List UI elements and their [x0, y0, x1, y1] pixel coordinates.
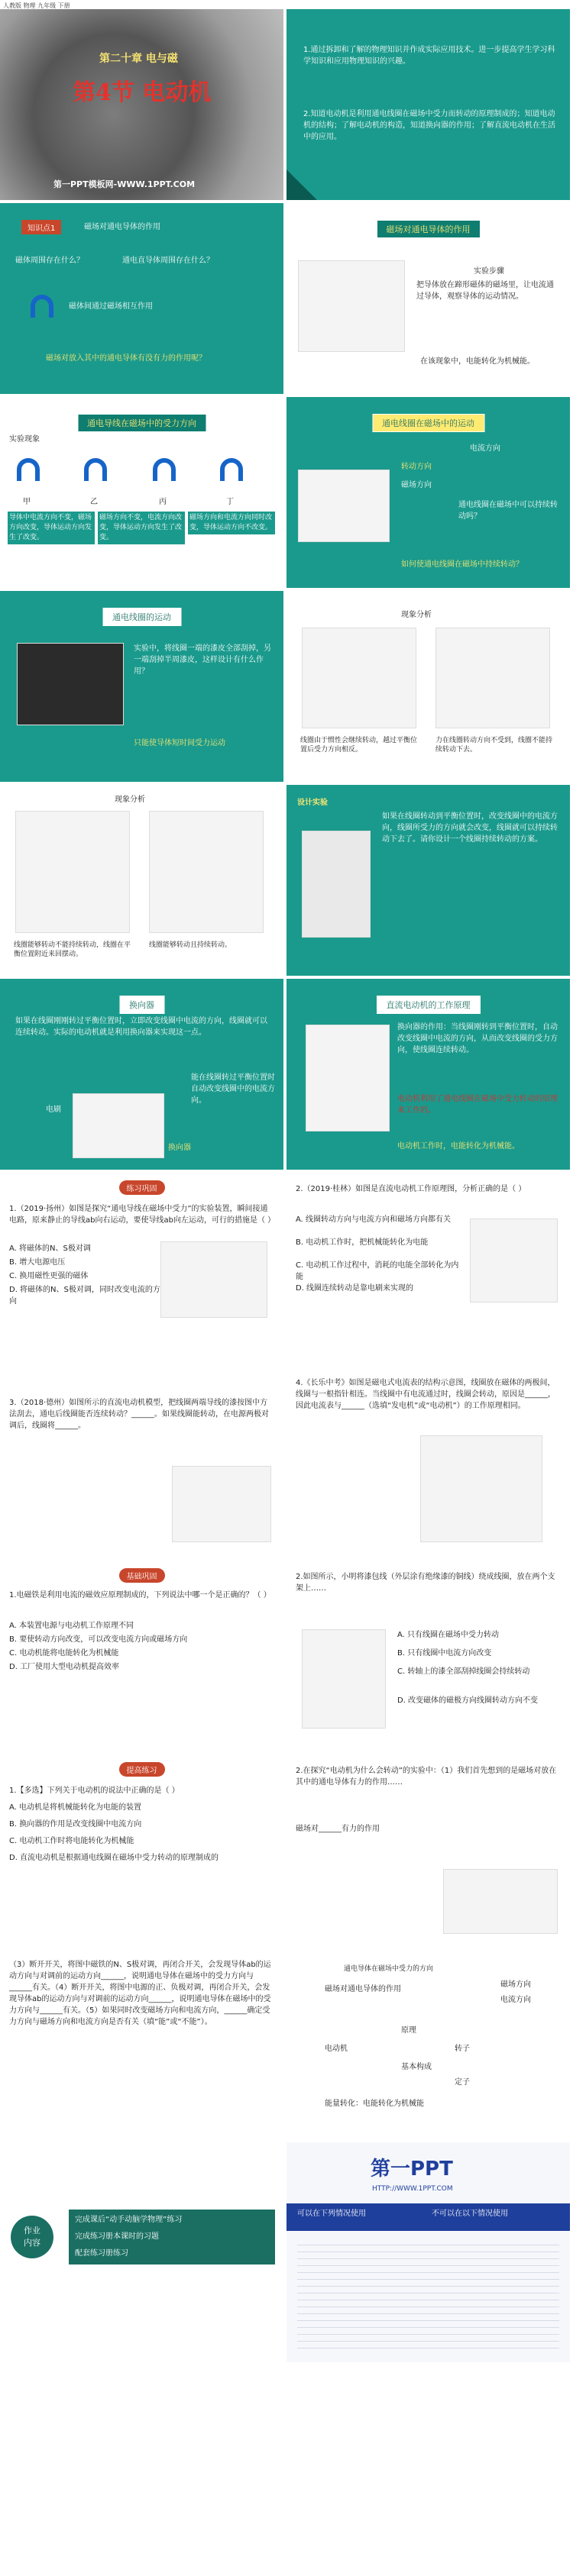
caption-2: 磁场方向不变，电流方向改变，导体运动方向发生了改变。	[98, 512, 185, 544]
question-text: （3）断开开关，将图中磁铁的N、S极对调，再闭合开关，会发现导体ab的运动方向与对调前的运动方向______，说明通电导体在磁场中的受力方向与______有关。（4）断开开关，将图中电源的正、负极对调，再闭合开关，会发现导体ab的运动方向与对调前的运动方向______，说明通电导体在磁场中的受力方向与______有关。（5）如果同时改变磁场方向和电流方向，______确定受力方向与磁场方向和电流方向是否有关（填“能”或“不能”）。	[9, 1961, 271, 2026]
slide-force-direction	[0, 397, 283, 588]
row-5	[0, 785, 573, 976]
exp-body: 把导体放在蹄形磁体的磁场里，让电流通过导体，观察导体的运动情况。	[416, 281, 554, 301]
question-text: 1.电磁铁是利用电流的磁效应原理制成的，下列说法中哪一个是正确的？（ ）	[9, 1591, 271, 1600]
coil-image	[298, 470, 390, 542]
ad-col-1: 可以在下列情况使用	[297, 2210, 366, 2218]
option-d: D. 将磁体的N、S极对调，同时改变电流的方向	[9, 1286, 160, 1306]
blank-line: 磁场对______有力的作用	[296, 1825, 380, 1833]
summary-node-2: 磁场方向	[500, 1980, 531, 1989]
row-10	[0, 1754, 573, 1945]
homework-circle: 作业 内容	[11, 2216, 53, 2258]
slide-heading: 换向器	[119, 996, 164, 1014]
analysis-image-4	[149, 811, 264, 933]
slide-commutator	[0, 979, 283, 1170]
option-d: D. 直流电动机是根据通电线圈在磁场中受力转动的原理制成的	[9, 1854, 219, 1862]
row-6	[0, 979, 573, 1170]
option-a: A. 将磁体的N、S极对调	[9, 1244, 91, 1253]
homework-slide	[0, 2142, 283, 2362]
label-jia: 甲	[23, 498, 31, 506]
option-c: C. 转轴上的漆全部刮掉线圈会持续转动	[397, 1667, 530, 1676]
practice-3	[0, 1367, 283, 1558]
question-figure	[470, 1219, 558, 1303]
coil-body: 通电线圈在磁场中可以持续转动吗？	[458, 501, 558, 521]
row-9	[0, 1561, 573, 1751]
ad-col-2: 不可以在以下情况使用	[432, 2210, 508, 2218]
homework-line-2: 完成练习册本课时的习题	[75, 2232, 159, 2241]
homework-line-1: 完成课后“动手动脑学物理”练习	[75, 2216, 183, 2224]
practice-2	[286, 1173, 570, 1364]
magnet-jia-icon	[17, 458, 40, 481]
analysis-image-3	[15, 811, 130, 933]
ad-fine-print	[297, 2239, 559, 2353]
option-d: D. 改变磁体的磁极方向线圈转动方向不变	[397, 1696, 539, 1705]
experiment-image	[298, 260, 405, 352]
magnet-ding-icon	[220, 458, 243, 481]
option-b: B. 要使转动方向改变，可以改变电流方向或磁场方向	[9, 1635, 188, 1644]
slide-heading: 磁场对通电导体的作用	[377, 220, 481, 238]
practice-5	[0, 1561, 283, 1751]
option-a: A. 线圈转动方向与电流方向和磁场方向都有关	[296, 1215, 452, 1224]
row-11	[0, 1948, 573, 2139]
magnet-icon	[31, 295, 53, 318]
question-2: 通电直导体周围存在什么？	[122, 257, 214, 265]
summary-node-6: 转子	[455, 2045, 470, 2053]
question-figure	[302, 1629, 386, 1729]
question-text: 1.【多选】下列关于电动机的说法中正确的是（ ）	[9, 1787, 180, 1795]
commutator-body: 如果在线圈刚刚转过平衡位置时，立即改变线圈中电流的方向，线圈就可以连续转动。实际的电动机就是利用换向器来实现这一点。	[15, 1017, 267, 1037]
principle-footer: 电动机工作时，电能转化为机械能。	[397, 1142, 520, 1151]
option-d: D. 工厂使用大型电动机提高效率	[9, 1663, 120, 1671]
option-b: B. 增大电源电压	[9, 1258, 66, 1267]
section-badge: 练习巩固	[119, 1180, 165, 1195]
caption-1: 导体中电流方向不变，磁场方向改变，导体运动方向发生了改变。	[8, 512, 95, 544]
question-figure	[172, 1466, 271, 1542]
slide-heading: 通电线圈的运动	[102, 608, 181, 626]
question-text: 4.《长乐中考》如图是磁电式电流表的结构示意图，线圈放在磁体的两极间，线圈与一根指针相连。当线圈中有电流通过时，线圈会转动，原因是______，因此电流表与______（选填“发电机”或“电动机”）的工作原理相同。	[296, 1379, 555, 1410]
practice-8	[286, 1754, 570, 1945]
row-7	[0, 1173, 573, 1364]
analysis-caption-3: 线圈能够转动不能持续转动，线圈在平衡位置附近来回摆动。	[14, 941, 131, 958]
option-a: A. 本装置电源与电动机工作原理不同	[9, 1622, 134, 1630]
knowledge-tag: 知识点1	[21, 220, 61, 234]
label-current: 电流方向	[470, 444, 500, 453]
apparatus-image	[17, 643, 124, 725]
row-8	[0, 1367, 573, 1558]
question-figure	[420, 1435, 542, 1542]
commutator-image	[73, 1093, 164, 1158]
summary-node-5: 电动机	[325, 2045, 348, 2053]
answer-caption: 只能使导体短时间受力运动	[134, 739, 225, 747]
principle-body: 换向器的作用：当线圈刚转到平衡位置时，自动改变线圈中电流的方向，从而改变线圈的受力方向，使线圈连续转动。	[397, 1023, 558, 1054]
summary-slide	[286, 1948, 570, 2139]
analysis-heading: 现象分析	[401, 611, 432, 619]
option-c: C. 电动机能将电能转化为机械能	[9, 1649, 119, 1658]
label-yi: 乙	[90, 498, 98, 506]
option-b: B. 电动机工作时，把机械能转化为电能	[296, 1238, 429, 1247]
slide-principle	[286, 979, 570, 1170]
magnet-yi-icon	[84, 458, 107, 481]
section-badge: 基础巩固	[119, 1568, 165, 1583]
option-a: A. 电动机是将机械能转化为电能的装置	[9, 1803, 142, 1812]
analysis-caption-1: 线圈由于惯性会继续转动，越过平衡位置后受力方向相反。	[300, 737, 418, 754]
option-d: D. 线圈连续转动是靠电刷来实现的	[296, 1284, 414, 1293]
slide-design	[286, 785, 570, 976]
option-c: C. 换用磁性更强的磁体	[9, 1272, 89, 1280]
practice-1	[0, 1173, 283, 1364]
commutator-note: 能在线圈转过平衡位置时自动改变线圈中的电流方向。	[191, 1073, 275, 1105]
summary-node-1: 磁场对通电导体的作用	[325, 1985, 401, 1993]
caption-3: 磁场方向和电流方向同时改变，导体运动方向不改变。	[188, 512, 275, 534]
ad-url: HTTP://WWW.1PPT.COM	[372, 2185, 453, 2193]
note-label: 实验现象	[9, 435, 40, 444]
question-body: 实验中，将线圈一端的漆皮全部刮掉，另一端刮掉半周漆皮，这样设计有什么作用？	[134, 644, 271, 676]
analysis-heading: 现象分析	[115, 796, 145, 804]
principle-red: 电动机利用了通电线圈在磁场中受力转动的原理来工作的。	[397, 1095, 558, 1115]
question-text: 2.如图所示，小明将漆包线（外层涂有绝缘漆的铜线）绕成线圈，放在两个支架上……	[296, 1573, 555, 1593]
question-figure	[160, 1241, 267, 1318]
summary-node-9: 能量转化：电能转化为机械能	[325, 2100, 424, 2108]
slide-analysis-2	[0, 785, 283, 976]
slide-knowledge-1	[0, 203, 283, 394]
exp-conclusion: 在该现象中，电能转化为机械能。	[420, 357, 535, 366]
option-a: A. 只有线圈在磁场中受力转动	[397, 1631, 500, 1639]
magnet-bing-icon	[153, 458, 176, 481]
slide-coil-motion	[286, 397, 570, 588]
homework-line-3: 配套练习册练习	[75, 2249, 128, 2258]
label-rotation: 转动方向	[401, 463, 432, 471]
option-b: B. 只有线圈中电流方向改变	[397, 1649, 492, 1658]
ad-brand: 第一PPT	[371, 2158, 453, 2181]
objectives-slide	[286, 9, 570, 200]
label-field: 磁场方向	[401, 481, 432, 489]
coil-footer: 如何使通电线圈在磁场中持续转动？	[401, 560, 523, 569]
label-bing: 丙	[159, 498, 167, 506]
summary-node-3: 电流方向	[500, 1996, 531, 2004]
row-3	[0, 397, 573, 588]
question-text: 2.（2019·桂林）如图是直流电动机工作原理图，分析正确的是（ ）	[296, 1185, 526, 1193]
analysis-caption-2: 力在线圈转动方向不受到，线圈不能持续转动下去。	[435, 737, 553, 754]
ad-slide	[286, 2142, 570, 2362]
objective-1: 1.通过拆卸和了解的物理知识并作成实际应用技术。进一步提高学生学习科学知识和应用物理知识的兴趣。	[303, 46, 555, 66]
publisher-header: 人教版 物理 九年级 下册	[3, 2, 70, 9]
question-text: 2.在探究“电动机为什么会转动”的实验中：（1）我们首先想到的是磁场对放在其中的通电导体有力的作用……	[296, 1767, 557, 1787]
question-text: 3.（2018·德州）如图所示的直流电动机模型，把线圈两端导线的漆按图中方法刮去，通电后线圈能否连续转动？______。如果线圈能转动，在电源两极对调后，线圈将______。	[9, 1399, 269, 1430]
question-text: 1.（2019·扬州）如图是探究“通电导线在磁场中受力”的实验装置，瞬间接通电路，原来静止的导线ab向右运动，要使导线ab向左运动，可行的措施是（ ）	[9, 1205, 276, 1225]
mutual-text: 磁体间通过磁场相互作用	[69, 302, 153, 311]
row-2	[0, 203, 573, 394]
option-c: C. 电动机工作过程中，消耗的电能全部转化为内能	[296, 1261, 459, 1281]
row-4	[0, 591, 573, 782]
slide-heading: 通电线圈在磁场中的运动	[372, 414, 484, 432]
option-b: B. 换向器的作用是改变线圈中电流方向	[9, 1820, 142, 1829]
hint-text: 磁场对放入其中的通电导体有没有力的作用呢？	[46, 354, 206, 363]
option-c: C. 电动机工作时将电能转化为机械能	[9, 1837, 134, 1845]
knowledge-heading: 磁场对通电导体的作用	[84, 223, 160, 231]
slide-heading: 通电导线在磁场中的受力方向	[77, 414, 206, 432]
section-badge: 提高练习	[119, 1762, 165, 1777]
analysis-image-1	[302, 628, 416, 728]
question-1: 磁体周围存在什么？	[15, 257, 84, 265]
chapter-title: 第二十章 电与磁	[99, 53, 178, 65]
practice-6	[286, 1561, 570, 1751]
summary-node-8: 定子	[455, 2078, 470, 2087]
label-commutator: 换向器	[168, 1144, 191, 1152]
objective-2: 2.知道电动机是利用通电线圈在磁场中受力而转动的原理制成的；知道电动机的结构；了解电动机的构造，知道换向器的作用；了解直流电动机在生活中的应用。	[303, 110, 555, 141]
design-heading: 设计实验	[297, 799, 328, 807]
slide-magnet-effect	[286, 203, 570, 394]
practice-7	[0, 1754, 283, 1945]
label-brush: 电刷	[46, 1106, 61, 1114]
summary-node-7: 基本构成	[401, 2063, 432, 2071]
row-12	[0, 2142, 573, 2362]
analysis-image-2	[435, 628, 550, 728]
principle-image	[306, 1025, 390, 1131]
cover-slide	[0, 9, 283, 200]
exp-label: 实验步骤	[474, 267, 504, 276]
practice-9	[0, 1948, 283, 2139]
corner-decoration	[286, 169, 317, 200]
practice-4	[286, 1367, 570, 1558]
lesson-title: 第4节 电动机	[73, 79, 212, 106]
summary-title: 通电导体在磁场中受力的方向	[344, 1965, 434, 1973]
slide-coil-running	[0, 591, 283, 782]
slide-analysis-1	[286, 591, 570, 782]
slide-heading: 直流电动机的工作原理	[377, 996, 481, 1014]
site-label: 第一PPT模板网-WWW.1PPT.COM	[53, 179, 196, 189]
row-1	[0, 9, 573, 200]
analysis-caption-4: 线圈能够转动且持续转动。	[149, 941, 232, 949]
design-body: 如果在线圈转动到平衡位置时，改变线圈中的电流方向，线圈所受力的方向就会改变，线圈就可以持续转动下去了。请你设计一个线圈持续转动的方案。	[382, 812, 558, 844]
summary-node-4: 原理	[401, 2026, 416, 2035]
question-figure	[443, 1869, 558, 1934]
design-image	[302, 831, 371, 938]
label-ding: 丁	[226, 498, 234, 506]
